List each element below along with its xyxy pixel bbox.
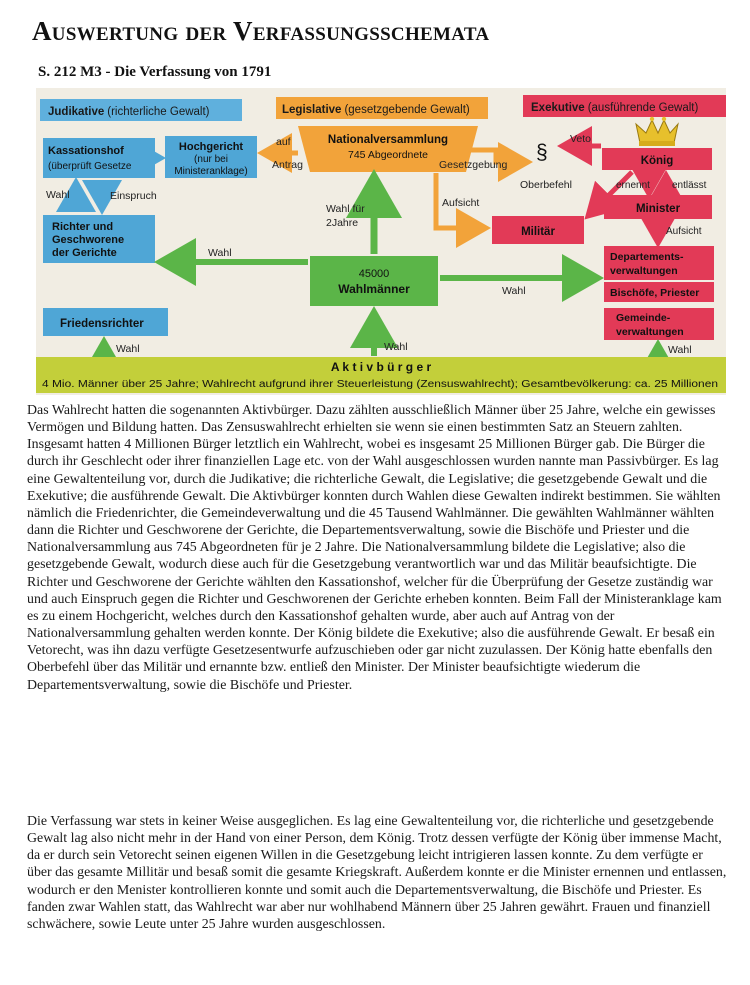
wahl-label-departements: Wahl — [502, 285, 526, 297]
kassationshof-label: Kassationshof — [48, 145, 124, 157]
minister-label: Minister — [635, 203, 681, 215]
veto-label: Veto — [570, 133, 592, 145]
departements-label-2: verwaltungen — [610, 265, 678, 277]
gesetzgebung-label: Gesetzgebung — [439, 159, 508, 171]
wahl-fuer-label: Wahl für — [326, 203, 365, 215]
crown-icon — [636, 117, 678, 146]
wahl-label-kassation: Wahl — [46, 189, 70, 201]
svg-text:Exekutive(ausführende Gewalt) — [531, 102, 698, 114]
nationalversammlung-sub: 745 Abgeordnete — [348, 149, 428, 161]
oberbefehl-label: Oberbefehl — [520, 179, 572, 191]
nationalversammlung-label: Nationalversammlung — [327, 134, 449, 146]
aktivbuerger-label: A k t i v b ü r g e r — [330, 360, 432, 374]
kassationshof-sub: (überprüft Gesetze) — [48, 161, 135, 172]
wahl-label-friedensrichter: Wahl — [116, 343, 140, 355]
exekutive-header-label: Exekutive — [531, 102, 585, 114]
judikative-header-sub: (richterliche Gewalt) — [107, 106, 210, 118]
svg-text:Judikative(richterliche Gewalt — [48, 106, 210, 118]
exekutive-header-sub: (ausführende Gewalt) — [587, 102, 699, 114]
kassationshof-box — [43, 138, 155, 178]
ernennt-label: ernennt — [616, 180, 650, 191]
gemeinde-label-1: Gemeinde- — [616, 312, 671, 324]
antrag-label: Antrag — [272, 159, 303, 171]
entlaesst-label: entlässt — [672, 180, 707, 191]
aufsicht-label-militaer: Aufsicht — [442, 197, 480, 209]
wahlmaenner-box — [310, 256, 438, 306]
hochgericht-sub2: Ministeranklage) — [174, 166, 248, 177]
hochgericht-label: Hochgericht — [178, 141, 244, 153]
hochgericht-sub1: (nur bei — [194, 154, 228, 165]
page-title: Auswertung der Verfassungsschemata — [32, 16, 490, 46]
constitution-diagram — [36, 88, 726, 395]
richter-label-2: Geschworene — [52, 234, 125, 246]
koenig-label: König — [640, 155, 674, 167]
legislative-header-label: Legislative — [282, 104, 342, 116]
wahlmaenner-count: 45000 — [358, 268, 390, 280]
paragraph-2: Die Verfassung war stets in keiner Weise ausgeglichen. Es lag eine Gewaltenteilung vor, die richterliche und gesetzgebende Gewalt lag also nicht mehr in der Hand von einer Person, dem König. Trotz dessen verfügte der König über immense Macht, da er durch sein Vetorecht seinen eigenen Willen in die Gesetzgebung leicht intrigieren lassen konnte. Zu dem verfügte er über das gesamte Millitär und besaß somit die gesamte Kriegskraft. Außerdem konnte er die Minister ernennen und entlassen, wodurch er den Menister kontrollieren konnte und somit auch die Departementsverwaltung, die Bischöfe und Priester. Es fanden zwar Wahlen statt, das Wahlrecht war aber nur wohlhabend Männern über 25 Jahren gewährt. Frauen und finanziell schwächere, sowie Leute unter 25 Jahre wurden ausgeschlossen. — [27, 814, 727, 932]
einspruch-label: Einspruch — [110, 190, 157, 202]
militaer-label: Militär — [521, 226, 555, 238]
wahl-label-gemeinde: Wahl — [668, 344, 692, 356]
aufsicht-label-minister: Aufsicht — [666, 226, 702, 237]
friedensrichter-label: Friedensrichter — [60, 318, 144, 330]
judikative-header-label: Judikative — [48, 106, 105, 118]
gemeinde-label-2: verwaltungen — [616, 326, 684, 338]
departements-label-1: Departements- — [610, 251, 684, 263]
wahlmaenner-label: Wahlmänner — [338, 282, 410, 296]
wahl-label-richter: Wahl — [208, 247, 232, 259]
paragraph-1: Das Wahlrecht hatten die sogenannten Aktivbürger. Dazu zählten ausschließlich Männer über 25 Jahre, welche ein gewisses Vermögen und Bildung hatten. Das Zensuswahlrecht erhielten sie wenn sie einen bestimmten Satz an Steuern zahlten. Insgesamt hatten 4 Millionen Bürger letztlich ein Wahlrecht, wobei es insgesamt 25 Millionen Bürger gab. Die Bürger die durch ihr Geschlecht oder ihrer finanziellen Lage etc. von der Wahl ausgeschlossen wurden nannte man Passivbürger. Es lag eine Gewaltenteilung vor, durch die Judikative; die richterliche Gewalt, die Legislative; die gesetzgebende Gewalt und die Exekutive; die ausführende Gewalt. Die Aktivbürger konnten durch Wahlen diese Gewalten indirekt bestimmen. Sie wählten nämlich die Friedenrichter, die Gemeindeverwaltung und die 45 Tausend Wahlmänner. Die gewählten Wahlmänner wählten dann die Richter und Geschworene der Gerichte, die Departementsverwaltung, sowie die Bischöfe und Priester und die Nationalversammlung aus 745 Abgeordneten für je 2 Jahre. Die Nationalversammlung bildete die Legislative; also die gesetzgebende Gewalt, wodurch diese auch für die Gesetzgebung verantwortlich war und das Militär beaufsichtigte. Die Richter und Geschworene der Gerichte wählten den Kassationshof, welcher für die Überprüfung der Gesetze zuständig war und auch Einspruch gegen die Richter und Geschworenen der Gerichte erheben konnten. Beim Fall der Ministeranklage kam es zu einem Hochgericht, welches durch den Kassationshof gehalten wurde, aber auch auf Antrag von der Nationalversammlung gehalten werden konnte. Der König bildete die Exekutive; also die ausführende Gewalt. Er besaß ein Vetorecht, was ihn dazu verfügte Gesetzesentwurfe aufzuschieben oder gar nicht zuzulassen. Der König hatte ebenfalls den Oberbefehl über das Militär und ernannte bzw. entließ den Minister. Der Minister beaufsichtigte wiederum die Departementsverwaltung, sowie die Bischöfe und Priester. — [27, 403, 722, 693]
paragraph-icon: § — [536, 141, 548, 164]
auf-label: auf — [276, 136, 291, 148]
wahl-label-wahlmaenner: Wahl — [384, 341, 408, 353]
legislative-header-sub: (gesetzgebende Gewalt) — [344, 104, 470, 116]
richter-label-1: Richter und — [52, 221, 114, 233]
richter-label-3: der Gerichte — [52, 247, 117, 259]
zwei-jahre-label: 2Jahre — [326, 217, 359, 229]
bischoefe-label: Bischöfe, Priester — [610, 287, 700, 299]
svg-text:Legislative(gesetzgebende Gewa — [282, 104, 470, 116]
page-subtitle: S. 212 M3 - Die Verfassung von 1791 — [38, 64, 272, 80]
aktivbuerger-description: 4 Mio. Männer über 25 Jahre; Wahlrecht aufgrund ihrer Steuerleistung (Zensuswahlrecht); Gesamtbevölkerung: ca. 25 Millionen — [42, 379, 718, 390]
